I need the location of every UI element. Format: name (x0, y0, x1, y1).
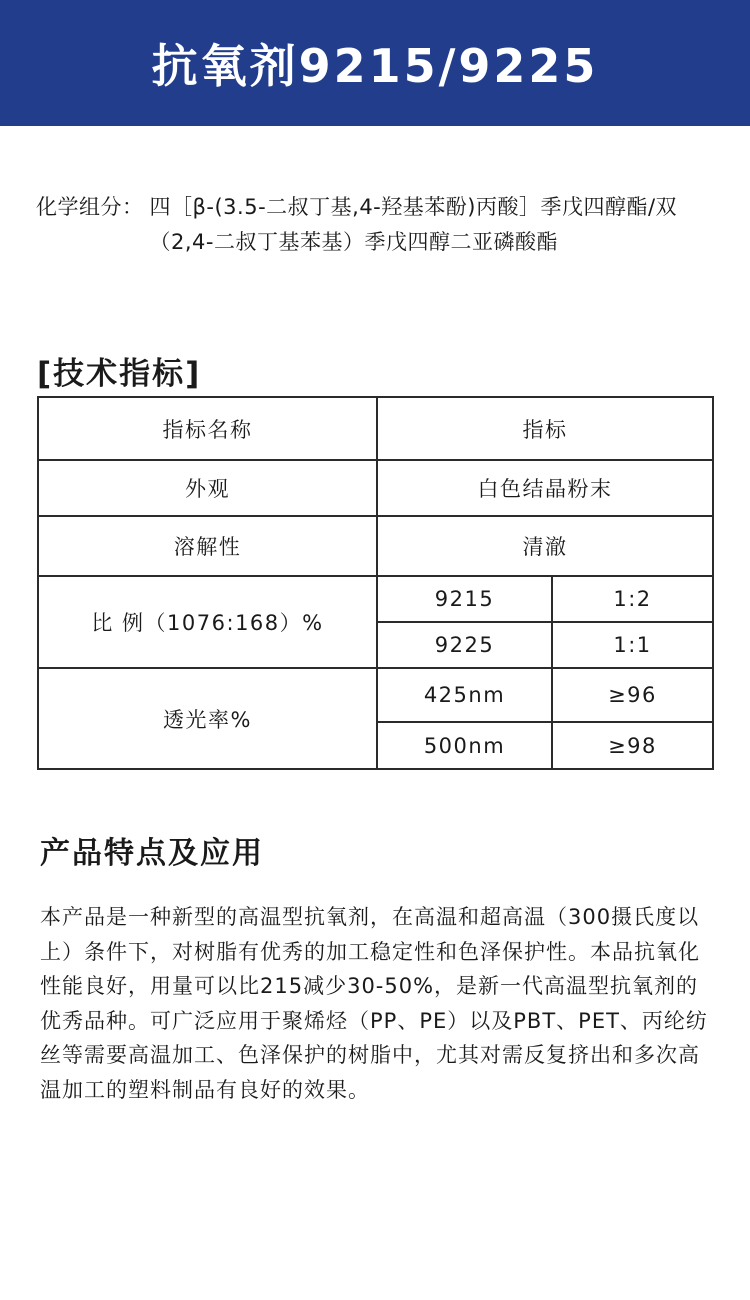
ratio-grade: 9215 (377, 576, 552, 622)
features-section-title: 产品特点及应用 (40, 836, 264, 871)
appearance-value: 白色结晶粉末 (377, 460, 713, 516)
table-row (38, 668, 713, 722)
table-row (38, 397, 713, 460)
appearance-name: 外观 (38, 460, 377, 516)
transmittance-value: ≥98 (552, 722, 713, 769)
chemical-composition (36, 190, 726, 260)
ratio-value: 1:1 (552, 622, 713, 668)
transmittance-wavelength: 425nm (377, 668, 552, 722)
header-cell-value: 指标 (377, 397, 713, 460)
spec-table (37, 396, 714, 770)
page-title: 抗氧剂9215/9225 (151, 39, 599, 93)
solubility-name: 溶解性 (38, 516, 377, 576)
features-body: 本产品是一种新型的高温型抗氧剂，在高温和超高温（300摄氏度以上）条件下，对树脂有优秀的加工稳定性和色泽保护性。本品抗氧化性能良好，用量可以比215减少30-50%，是新一代高温型抗氧剂的优秀品种。可广泛应用于聚烯烃（PP、PE）以及PBT、PET、丙纶纺丝等需要高温加工、色泽保护的树脂中，尤其对需反复挤出和多次高温加工的塑料制品有良好的效果。 (40, 905, 708, 1102)
table-row (38, 460, 713, 516)
table-row (38, 516, 713, 576)
ratio-name: 比 例（1076:168）% (38, 576, 377, 668)
ratio-grade: 9225 (377, 622, 552, 668)
table-row (38, 576, 713, 622)
transmittance-name: 透光率% (38, 668, 377, 769)
header-cell-name: 指标名称 (38, 397, 377, 460)
transmittance-wavelength: 500nm (377, 722, 552, 769)
header-banner (0, 0, 750, 126)
composition-value: 四［β-(3.5-二叔丁基,4-羟基苯酚)丙酸］季戊四醇酯/双（2,4-二叔丁基苯基）季戊四醇二亚磷酸酯 (149, 195, 678, 254)
transmittance-value: ≥96 (552, 668, 713, 722)
solubility-value: 清澈 (377, 516, 713, 576)
composition-label: 化学组分： (36, 195, 144, 219)
ratio-value: 1:2 (552, 576, 713, 622)
spec-section-title: [技术指标] (37, 356, 202, 392)
